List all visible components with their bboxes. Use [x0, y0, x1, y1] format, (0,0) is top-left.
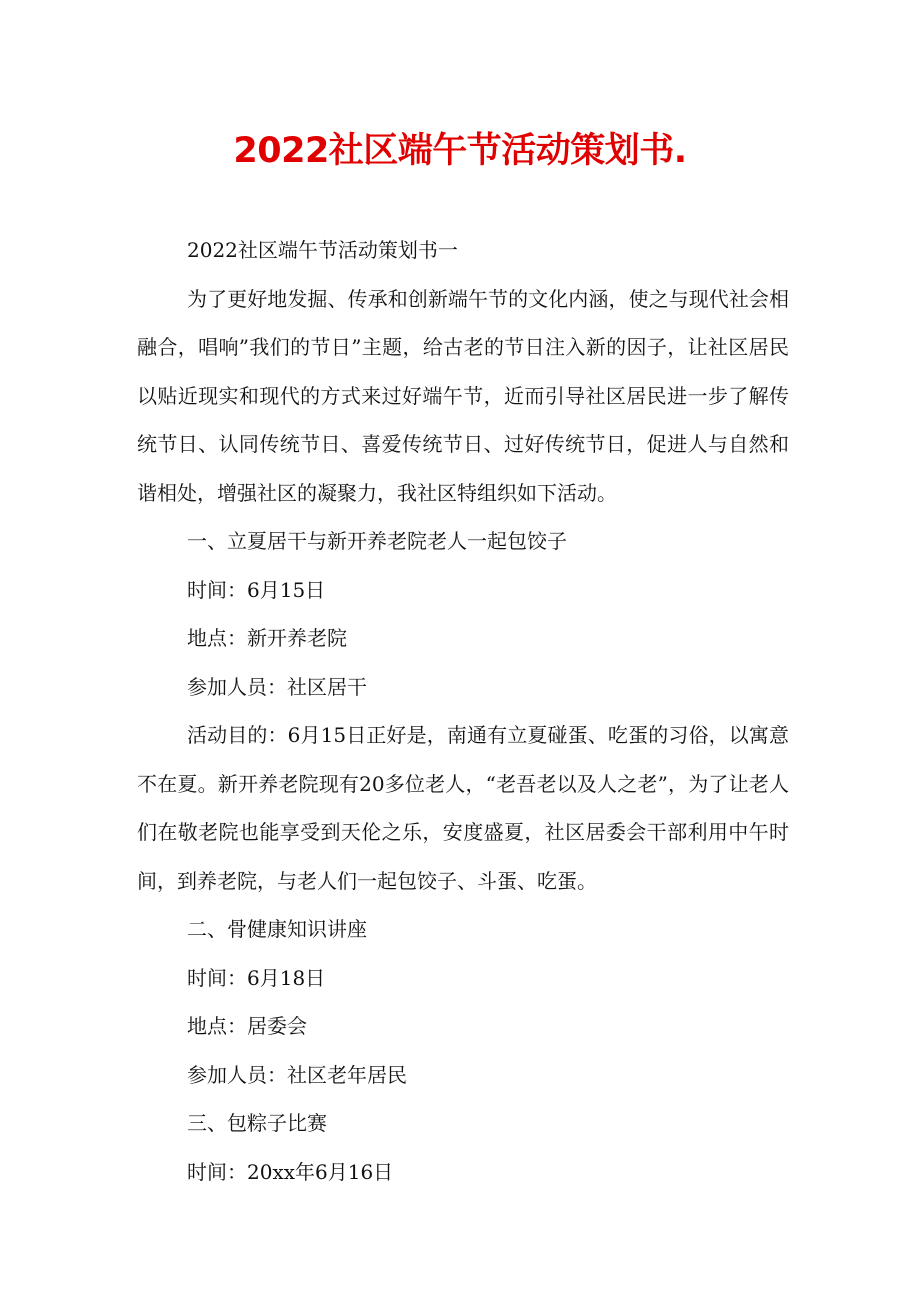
- document-body: [137, 226, 789, 1196]
- activity-1-heading: 一、立夏居干与新开养老院老人一起包饺子: [187, 529, 567, 553]
- activity-2-heading: 二、骨健康知识讲座: [187, 917, 367, 941]
- activity-1-purpose: 活动目的：6月15日正好是，南通有立夏碰蛋、吃蛋的习俗，以寓意不在夏。新开养老院现有20多位老人，“老吾老以及人之老”，为了让老人们在敬老院也能享受到天伦之乐，安度盛夏，社区居委会干部利用中午时间，到养老院，与老人们一起包饺子、斗蛋、吃蛋。: [137, 723, 789, 893]
- activity-3-time: 时间：20xx年6月16日: [187, 1159, 394, 1184]
- activity-2-participants: 参加人员：社区老年居民: [187, 1062, 407, 1087]
- activity-1-participants: 参加人员：社区居干: [187, 674, 367, 699]
- activity-2-location: 地点：居委会: [187, 1014, 307, 1038]
- document-title: 2022社区端午节活动策划书.: [233, 131, 687, 171]
- activity-2-time: 时间：6月18日: [187, 965, 326, 990]
- activity-3-heading: 三、包粽子比赛: [187, 1111, 327, 1135]
- activity-1-location: 地点：新开养老院: [187, 626, 347, 650]
- section-heading: 2022社区端午节活动策划书一: [187, 238, 458, 262]
- intro-paragraph: 为了更好地发掘、传承和创新端午节的文化内涵，使之与现代社会相融合，唱响”我们的节日”主题，给古老的节日注入新的因子，让社区居民以贴近现实和现代的方式来过好端午节，近而引导社区居民进一步了解传统节日、认同传统节日、喜爱传统节日、过好传统节日，促进人与自然和谐相处，增强社区的凝聚力，我社区特组织如下活动。: [137, 286, 789, 505]
- activity-1-time: 时间：6月15日: [187, 577, 326, 602]
